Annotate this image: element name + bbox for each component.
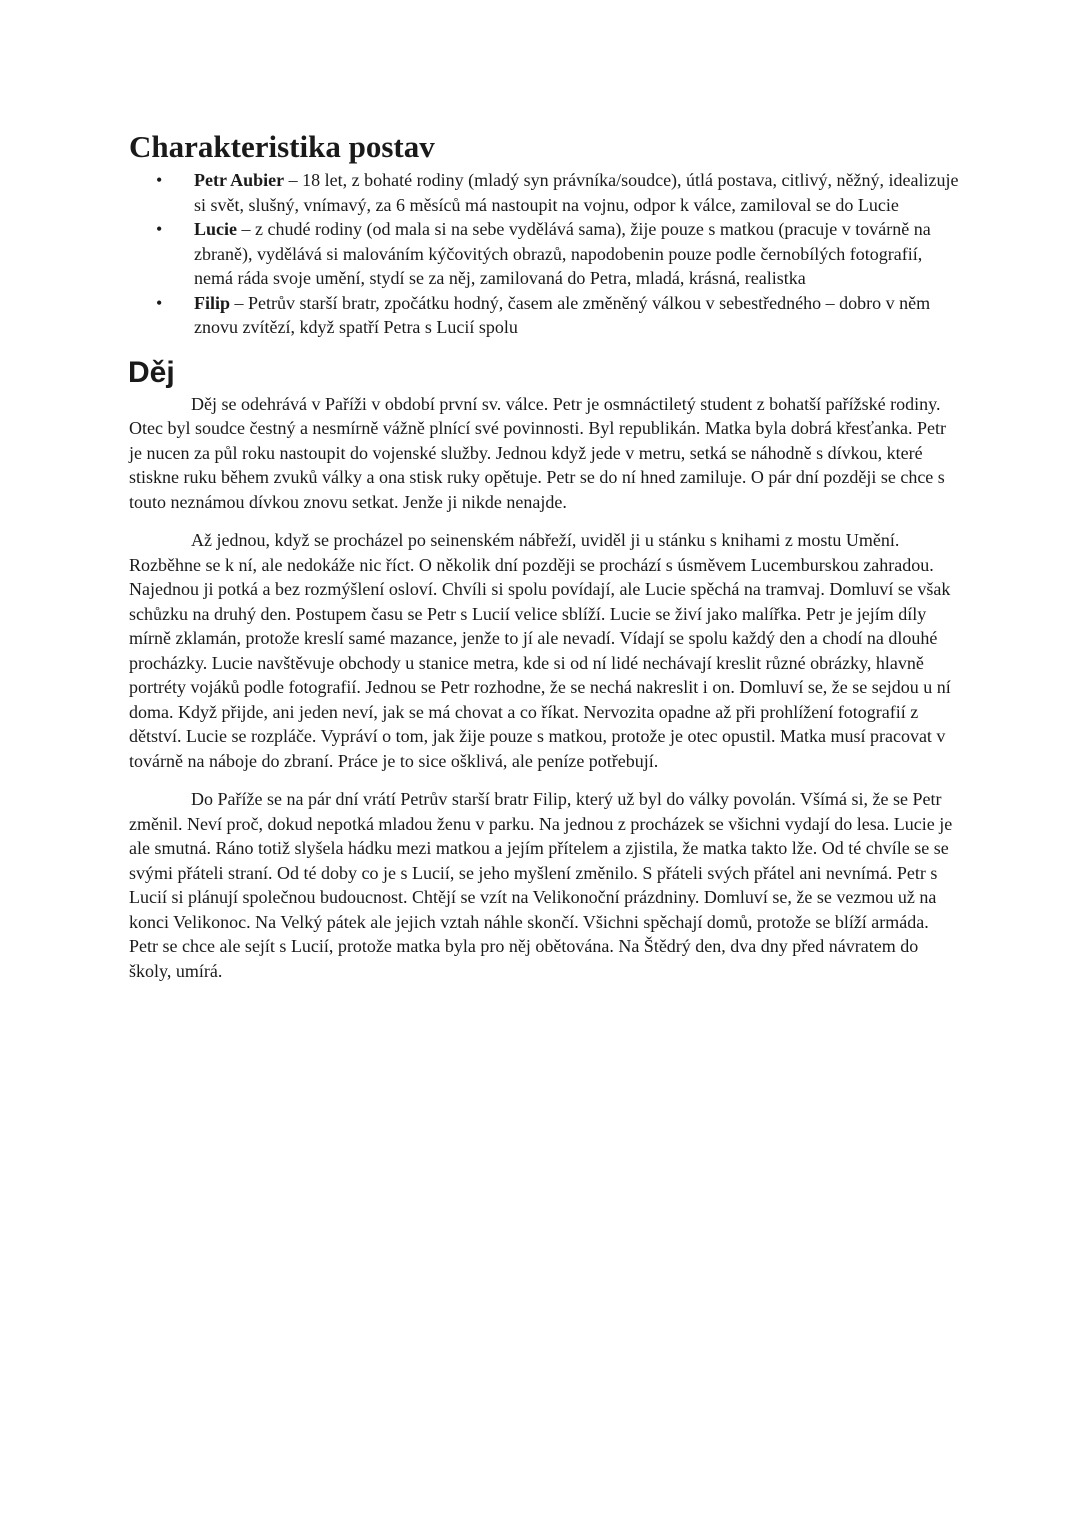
plot-paragraph: Do Paříže se na pár dní vrátí Petrův starší bratr Filip, který už byl do války povolán. Všímá si, že se Petr změnil. Neví proč, dokud nepotká mladou ženu v parku. Na jednou z procházek se všichni vydají do lesa. Lucie je ale smutná. Ráno totiž slyšela hádku mezi matkou a jejím přítelem a zjistila, že matka takto lže. Od té chvíle se se svými přáteli straní. Od té doby co je s Lucií, se jeho myšlení změnilo. S přáteli svých přátel ani nevnímá. Petr s Lucií si plánují společnou budoucnost. Chtějí se vzít na Velikonoční prázdniny. Domluví se, že se vezmou už na konci Velikonoc. Na Velký pátek ale jejich vztah náhle skončí. Všichni spěchají domů, protože se blíží armáda. Petr se chce ale sejít s Lucií, protože matka byla pro něj obětována. Na Štědrý den, dva dny před návratem do školy, umírá. [129, 789, 953, 981]
character-name: Petr Aubier [194, 170, 285, 190]
bullet-icon: • [156, 170, 163, 190]
plot-paragraph: Až jednou, když se procházel po seinenském nábřeží, uviděl ji u stánku s knihami z mostu Umění. Rozběhne se k ní, ale nedokáže nic říct. O několik dní později se prochází s úsměvem Lucemburskou zahradou. Najednou ji potká a bez rozmýšlení osloví. Chvíli si spolu povídají, ale Lucie spěchá na tramvaj. Domluví se však schůzku na druhý den. Postupem času se Petr s Lucií velice sblíží. Lucie se živí jako malířka. Petr je jejím díly mírně zklamán, protože kreslí samé mazance, jenže to jí ale nevadí. Vídají se spolu každý den a chodí na dlouhé procházky. Lucie navštěvuje obchody u stanice metra, kde si od ní lidé nechávají kreslit různé obrázky, hlavně portréty vojáků podle fotografií. Jednou se Petr rozhodne, že se nechá nakreslit i on. Domluví se, že se sejdou u ní doma. Když přijde, ani jeden neví, jak se má chovat a co říkat. Nervozita opadne až při prohlížení fotografií z dětství. Lucie se rozpláče. Vypráví o tom, jak žije pouze s matkou, protože je otec opustil. Matka musí pracovat v továrně na náboje do zbraní. Práce je to sice ošklivá, ale peníze potřebují. [129, 530, 951, 771]
bullet-icon: • [156, 219, 163, 239]
character-name: Lucie [194, 219, 237, 239]
document-page [129, 128, 959, 997]
plot-paragraph: Děj se odehrává v Paříži v období první sv. válce. Petr je osmnáctiletý student z bohatší pařížské rodiny. Otec byl soudce čestný a nesmírně vážně plnící své povinnosti. Byl republikán. Matka byla dobrá křesťanka. Petr je nucen za půl roku nastoupit do vojenské služby. Jednou když jede v metru, setká se náhodně s dívkou, které stiskne ruku během zvuků války a ona stisk ruky opětuje. Petr se do ní hned zamiluje. O pár dní později se chce s touto neznámou dívkou znovu setkat. Jenže ji nikde nenajde. [129, 393, 946, 512]
section-title-plot: Děj [128, 355, 175, 389]
list-item [129, 217, 959, 291]
character-list [129, 168, 959, 340]
bullet-icon: • [156, 292, 163, 313]
section-title-characters: Charakteristika postav [129, 129, 435, 164]
list-item [129, 291, 959, 340]
character-description: – 18 let, z bohaté rodiny (mladý syn právníka/soudce), útlá postava, citlivý, něžný, idealizuje si svět, slušný, vnímavý, za 6 měsíců má nastoupit na vojnu, odpor k válce, zamiloval se do Lucie [194, 170, 959, 215]
character-description: – Petrův starší bratr, zpočátku hodný, časem ale změněný válkou v sebestředného – dobro v něm znovu zvítězí, když spatří Petra s Lucií spolu [194, 292, 931, 337]
character-description: – z chudé rodiny (od mala si na sebe vydělává sama), žije pouze s matkou (pracuje v továrně na zbraně), vydělává si malováním kýčovitých obrazů, napodobenin pouze podle černobílých fotografií, nemá ráda svoje umění, stydí se za něj, zamilovaná do Petra, mladá, krásná, realistka [194, 219, 931, 288]
list-item [129, 168, 959, 217]
character-name: Filip [194, 292, 231, 313]
